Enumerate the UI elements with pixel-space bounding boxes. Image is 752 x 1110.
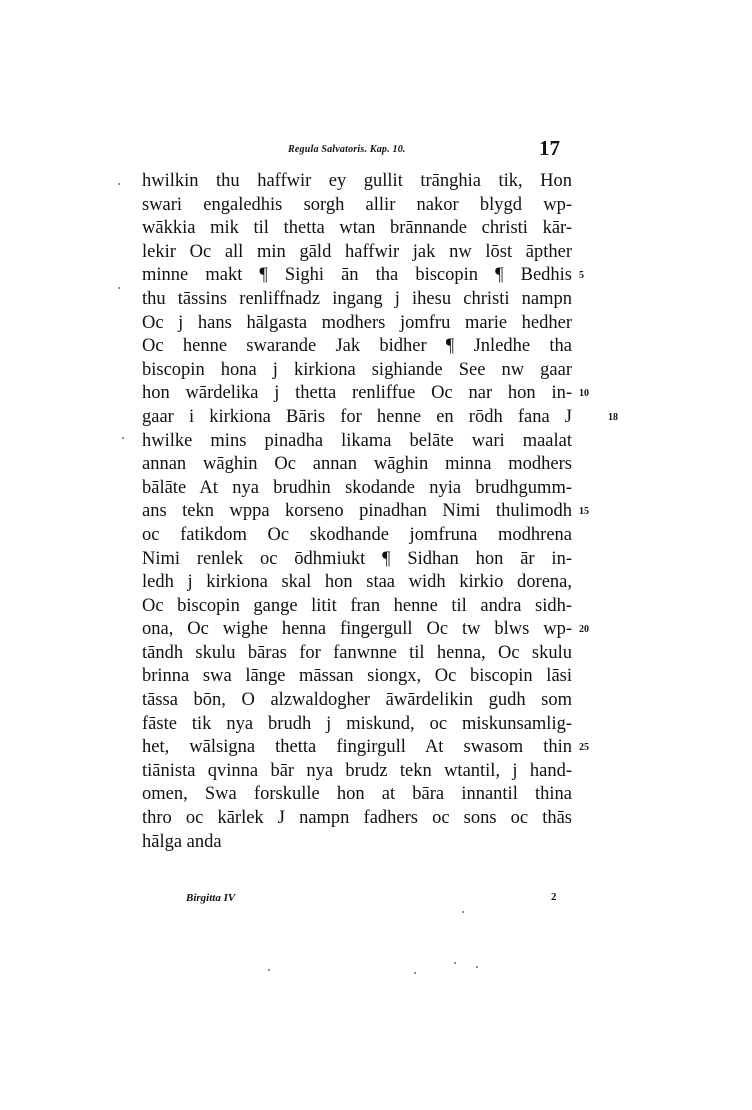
text-line — [142, 406, 618, 430]
text-line — [142, 524, 572, 548]
scan-speck — [118, 183, 120, 185]
text-line — [142, 335, 572, 359]
text-line — [142, 170, 572, 194]
text-line — [142, 217, 572, 241]
text-line — [142, 760, 572, 784]
text-line — [142, 241, 572, 265]
text-line-content: ans tekn wppa korseno pinadhan Nimi thulimodh — [142, 501, 572, 522]
text-line-content: Oc henne swarande Jak bidher ¶ Jnledhe tha — [142, 336, 572, 357]
text-line — [142, 359, 572, 383]
text-line — [142, 453, 572, 477]
text-line — [142, 595, 572, 619]
text-line-content: ledh j kirkiona skal hon staa widh kirkio dorena, — [142, 572, 572, 593]
text-line-content: hwilke mins pinadha likama belāte wari maalat — [142, 430, 572, 451]
text-line — [142, 736, 589, 760]
text-line-content: hwilkin thu haffwir ey gullit trānghia tik, Hon — [142, 171, 572, 191]
text-line — [142, 689, 572, 713]
text-line-content: tāssa bōn, O alzwaldogher āwārdelikin gudh som — [142, 690, 572, 711]
text-line — [142, 477, 572, 501]
text-line-content: ona, Oc wighe henna fingergull Oc tw blws wp- — [142, 619, 572, 640]
text-line — [142, 618, 589, 642]
line-number: 10 — [579, 388, 589, 400]
scan-speck — [122, 437, 124, 439]
text-line — [142, 312, 572, 336]
text-line-content: oc fatikdom Oc skodhande jomfruna modhrena — [142, 524, 572, 545]
text-line-content: hon wārdelika j thetta renliffue Oc nar hon in- — [142, 383, 572, 404]
text-line — [142, 382, 589, 406]
text-line-content: fāste tik nya brudh j miskund, oc miskunsamlig- — [142, 713, 572, 734]
text-line-content: tiānista qvinna bār nya brudz tekn wtantil, j hand- — [142, 760, 572, 781]
text-line — [142, 264, 584, 288]
scan-speck — [462, 911, 464, 913]
text-line-content: thu tāssins renliffnadz ingang j ihesu christi nampn — [142, 288, 572, 309]
text-line — [142, 783, 572, 807]
text-line — [142, 665, 572, 689]
body-text — [142, 170, 618, 854]
text-line-content: minne makt ¶ Sighi ān tha biscopin ¶ Bedhis — [142, 265, 572, 286]
text-line-content: gaar i kirkiona Bāris for henne en rōdh fana J — [142, 406, 572, 427]
text-line-content: het, wālsigna thetta fingirgull At swasom thin — [142, 737, 572, 758]
line-number: 5 — [579, 270, 584, 282]
text-line — [142, 571, 572, 595]
sheet-signature-number: 2 — [551, 891, 557, 903]
printer-signature: Birgitta IV — [186, 892, 236, 904]
text-line-content: lekir Oc all min gāld haffwir jak nw lōst āpther — [142, 241, 572, 262]
text-line-content: brinna swa lānge māssan siongx, Oc biscopin lāsi — [142, 666, 572, 687]
text-line-content: Oc j hans hālgasta modhers jomfru marie hedher — [142, 312, 572, 333]
page-header — [140, 136, 560, 166]
scan-speck — [476, 966, 478, 968]
text-line-content: biscopin hona j kirkiona sighiande See nw gaar — [142, 359, 572, 380]
page-number: 17 — [539, 136, 560, 160]
text-line-content: tāndh skulu bāras for fanwnne til henna, Oc skulu — [142, 642, 572, 663]
scan-speck — [118, 287, 120, 289]
text-line-content: Nimi renlek oc ōdhmiukt ¶ Sidhan hon ār in- — [142, 548, 572, 569]
text-line — [142, 807, 572, 831]
text-line — [142, 194, 572, 218]
text-line — [142, 831, 572, 855]
text-line-content: Oc biscopin gange litit fran henne til andra sidh- — [142, 595, 572, 616]
text-line-content: annan wāghin Oc annan wāghin minna modhers — [142, 454, 572, 475]
running-title: Regula Salvatoris. Kap. 10. — [288, 144, 406, 155]
text-line-content: hālga anda — [142, 831, 222, 852]
line-number: 25 — [579, 742, 589, 754]
text-line — [142, 288, 572, 312]
scan-speck — [268, 969, 270, 971]
text-line — [142, 548, 572, 572]
text-line-content: bālāte At nya brudhin skodande nyia brudhgumm- — [142, 477, 572, 498]
text-line-content: omen, Swa forskulle hon at bāra innantil thina — [142, 784, 572, 805]
scan-speck — [414, 972, 416, 974]
text-line-content: thro oc kārlek J nampn fadhers oc sons oc thās — [142, 808, 572, 829]
text-line — [142, 642, 572, 666]
line-number: 20 — [579, 624, 589, 636]
text-line — [142, 500, 589, 524]
text-line-content: swari engaledhis sorgh allir nakor blygd wp- — [142, 194, 572, 215]
text-line — [142, 713, 572, 737]
line-number: 18 — [608, 411, 618, 423]
line-number: 15 — [579, 506, 589, 518]
text-line — [142, 430, 572, 454]
text-line-content: wākkia mik til thetta wtan brānnande christi kār- — [142, 218, 572, 239]
scan-speck — [454, 962, 456, 964]
